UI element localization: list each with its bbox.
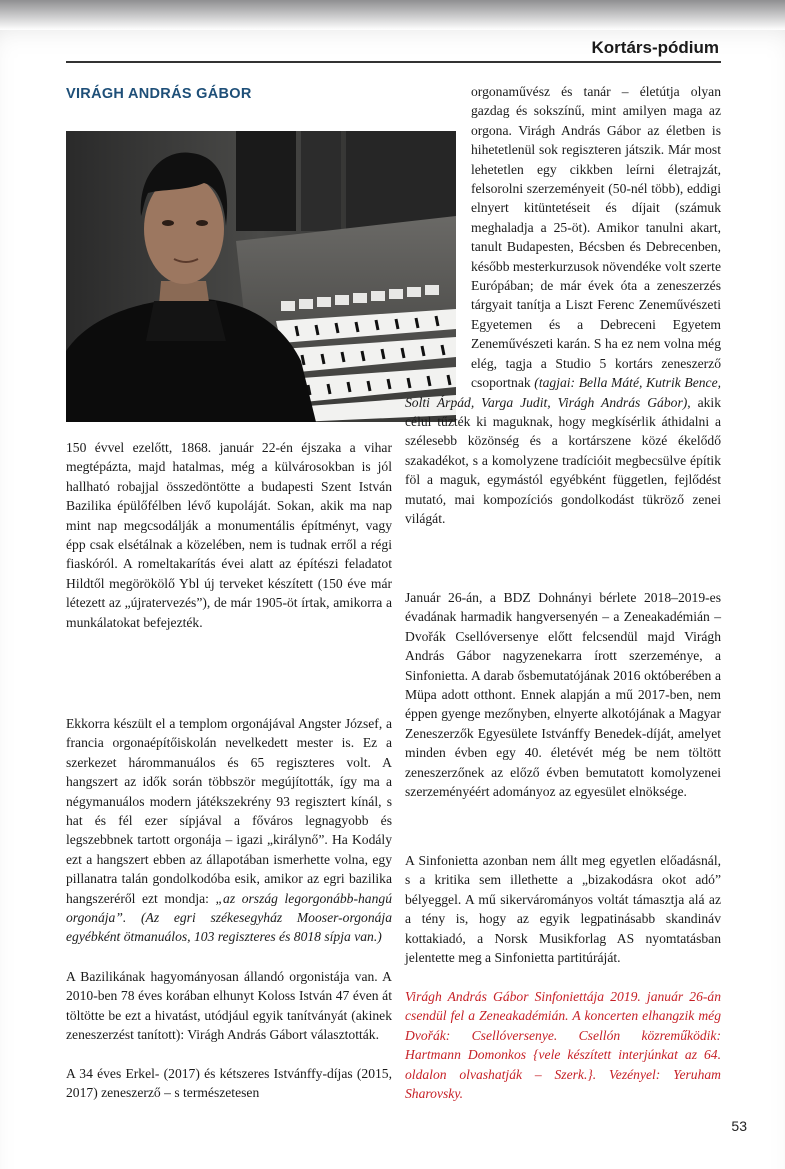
paragraph-text: Ekkorra készült el a templom orgonájával Angster József, a francia orgonaépítőiskolán nevelkedett mester is. Ez a szerkezet hárommanuálos és 65 regiszteres volt. A hangszert az idők során többször megújították, így ma a négymanuálos modern játékszekrény 93 regisztert kínál, s hat és fél ezer sípjával a főváros legnagyobb és legszebbnek tartott orgonája – igazi „királynő”. Ha Kodály ezt a hangszert ebben az állapotában ismerhette volna, egy pillanatra talán gondolkodóba esik, amikor az egri bazilika hangszeréről ezt mondja: (66, 716, 392, 906)
page-number: 53 (731, 1118, 747, 1134)
article-paragraph: Január 26-án, a BDZ Dohnányi bérlete 2018–2019-es évadának harmadik hangversenyén – a Zeneakadémián – Dvořák Csellóversenye előtt felcsendül majd Virágh András Gábor nagyzenekarra írott szerzeménye, a Sinfonietta. A darab ősbemutatójának 2016 októberében a Müpa adott otthont. Ennek alapján a mű 2017-ben, nem éppen gyenge mezőnyben, elnyerte alkotójának a Magyar Zeneszerzők Egyesülete Istvánffy Benedek-díját, amelyet minden évben egy 40. életévét még be nem töltött zeneszerzőnek az előző évben bemutatott komolyzenei szerzeményéért adományoz az egyesület elnöksége. (405, 590, 721, 800)
studio5-members: (tagjai: Bella Máté, Kutrik Bence, Solti Árpád, Varga Judit, Virágh András Gábor) (405, 375, 721, 410)
portrait-photo (66, 131, 456, 422)
article-paragraph: A Bazilikának hagyományosan állandó orgonistája van. A 2010-ben 78 éves korában elhunyt Koloss István 47 éven át töltötte be ezt a hivatást, utódjául egyik tanítványát (akinek zeneszerzést tanított): Virágh András Gábort választották. (66, 969, 392, 1043)
header-rule (66, 61, 721, 63)
article-paragraph (66, 714, 392, 947)
organ-note: (Az egri székesegyház Mooser-orgonája egyébként ötmanuálos, 103 regiszteres és 8018 sípja van.) (66, 910, 392, 945)
paragraph-text: orgonaművész és tanár – életútja olyan gazdag és sokszínű, mint amilyen maga az orgona. Virágh András Gábor az életben is hihetetlenül sok regiszteren játszik. Már most lehetetlen egy cikkben leírni életrajzát, felsorolni szerzeményeit (50-nél több), eddigi elnyert kitüntetéseit és díjait (számuk meghaladja a 25-öt). Amikor tanulni akart, tanult Budapesten, Bécsben és Debrecenben, később mesterkurzusok növendéke volt szerte Európában; de már évek óta a zeneszerzés tárgyait tanítja a Liszt Ferenc Zeneművészeti Egyetemen és a Debreceni Egyetem Zeneművészeti karán. S ha ez nem volna még elég, tagja a Studio 5 kortárs zeneszerző csoportnak (471, 84, 721, 391)
page-top-shadow (0, 0, 785, 30)
concert-info: Virágh András Gábor Sinfoniettája 2019. január 26-án csendül fel a Zeneakadémián. A koncerten elhangzik még Dvořák: Csellóversenye. Csellón közreműködik: Hartmann Domonkos {vele készített interjúnkat az 64. oldalon olvashatják – Szerk.}. Vezényel: Yeruham Sharovsky. (405, 989, 721, 1102)
article-paragraph (405, 82, 721, 528)
kodaly-quote: „az ország legorgonább-hangú orgonája”. (66, 890, 392, 926)
paragraph-text: , akik célul tűzték ki maguknak, hogy megkísérlik áthidalni a szélesebb közönség és a kortárszene közé ékelődő szakadékot, s a komolyzene tradícióit megbecsülve építik föl a maguk, egymástól egyébként független, fejlődést mutató, mai kompozíciós gondolkodást tükröző zenei világát. (405, 394, 722, 526)
photo-wrap-spacer (405, 82, 471, 382)
article-paragraph: A 34 éves Erkel- (2017) és kétszeres Istvánffy-díjas (2015, 2017) zeneszerző – s természetesen (66, 1066, 392, 1101)
section-title: Kortárs-pódium (591, 38, 719, 57)
article-paragraph: 150 évvel ezelőtt, 1868. január 22-én éjszaka a vihar megtépázta, majd hatalmas, még a külvárosokban is jól hallható robajjal összedöntötte a budapesti Szent István Bazilika épülőfélben lévő kupoláját. Sokan, akik ma nap mint nap megcsodálják a monumentális építményt, vagy épp csak elsétálnak a közelében, nem is tudnak erről a régi fiaskóról. A romeltakarítás évei alatt az építészi feladatot Hildtől megörökölő Ybl új terveket készített (150 éve már létezett az „újratervezés”), de már 1905-öt írtak, amikorra a munkálatokat befejezték. (66, 440, 392, 630)
author-heading: VIRÁGH ANDRÁS GÁBOR (66, 86, 252, 102)
article-paragraph: A Sinfonietta azonban nem állt meg egyetlen előadásnál, s a kritika sem illethette a „bizakodásra okot adó” bélyeggel. A mű sikervárományos voltát támasztja alá az a tény is, hogy az egyik legpatinásabb skandináv kottakiadó, a Norsk Musikforlag AS nyomtatásban jelentette meg a Sinfonietta partitúráját. (405, 853, 721, 966)
